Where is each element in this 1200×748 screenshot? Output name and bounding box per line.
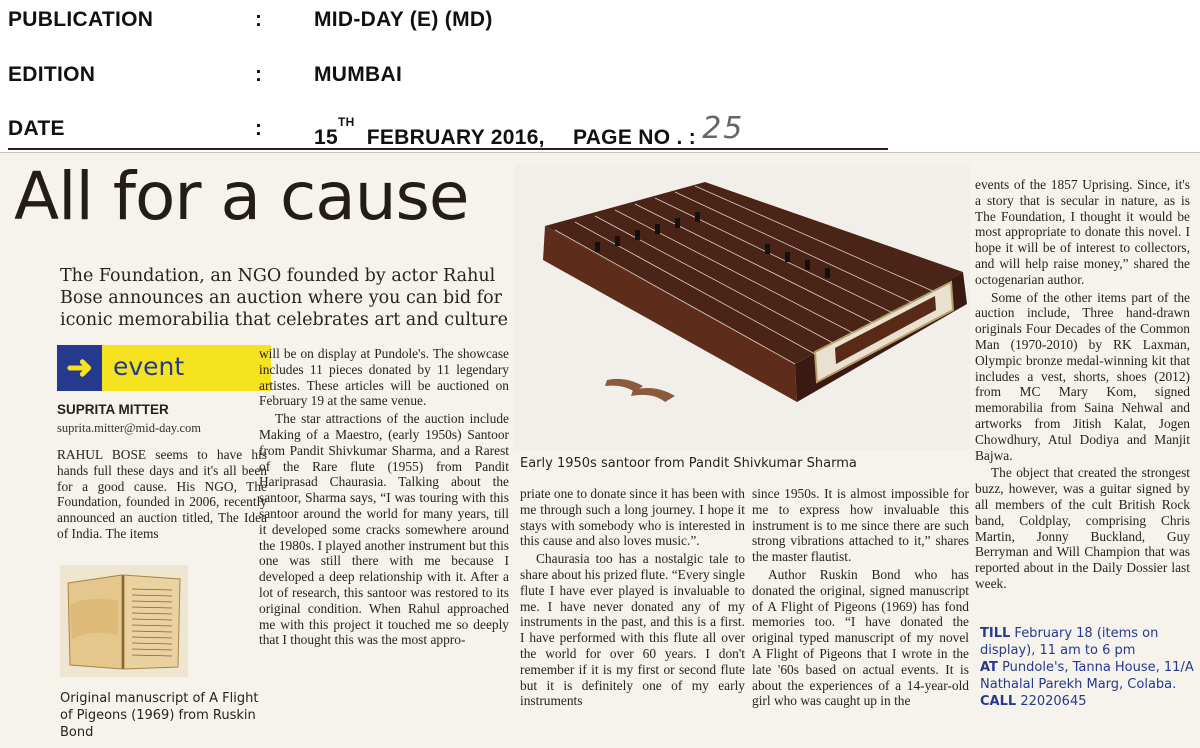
edition-colon: : — [255, 63, 263, 86]
column-5 — [975, 177, 1190, 594]
paragraph: The star attractions of the auction include Making of a Maestro, (early 1950s) Santoor from Pandit Shivkumar Sharma, and a Rarest of the Rare flute (1955) from Pandit Hariprasad Chaurasia. Talking about the santoor, Sharma says, “I was touring with this santoor around the world for many years, till it developed some cracks somewhere around the 1980s. I played another instrument but this one was still there with me because I developed a deep relationship with it. After a lot of research, this santoor was restored to its original condition. When Rahul approached me with this project it touched me so deeply that I thought this was the most appro- — [259, 411, 509, 648]
info-call-label: CALL — [980, 694, 1017, 709]
santoor-caption: Early 1950s santoor from Pandit Shivkumar Sharma — [520, 456, 857, 471]
page-number-handwritten: 25 — [702, 111, 745, 146]
deck — [60, 265, 515, 331]
info-till — [980, 625, 1195, 642]
date-suffix: TH — [337, 115, 355, 129]
deck-line: The Foundation, an NGO founded by actor Rahul — [60, 266, 496, 286]
paragraph: Chaurasia too has a nostalgic tale to share about his prized flute. “Every single flute I have ever played is invaluable to me. I have never donated any of my instruments in the past, and this is a first. I have performed with this flute all over the world for over 60 years. I don't remember if it is my first or second flute but it is definitely one of my early instruments — [520, 551, 745, 709]
paragraph: Some of the other items part of the auction include, Three hand-drawn originals Four Decades of the Common Man (1970-2010) by RK Laxman, Olympic bronze medal-winning kit that includes a vest, shorts, shoes (2012) from MC Mary Kom, signed memorabilia from Saina Nehwal and artworks from Jitish Kalat, Jogen Chowdhury, Atul Dodiya and Manjit Bajwa. — [975, 289, 1190, 463]
paragraph: since 1950s. It is almost impossible for me to express how invaluable this instrument is to me since there are such strong vibrations attached to it,” shares the master flautist. — [752, 486, 969, 565]
column-3 — [520, 486, 745, 711]
deck-line: iconic memorabilia that celebrates art and culture — [60, 310, 508, 330]
page-label: PAGE NO . : — [572, 126, 697, 149]
deck-line: Bose announces an auction where you can bid for — [60, 288, 502, 308]
date-day: 15 — [314, 126, 338, 149]
byline-email: suprita.mitter@mid-day.com — [57, 421, 202, 435]
column-4 — [752, 486, 969, 711]
column-2 — [259, 346, 509, 650]
arrow-right-icon: ➜ — [57, 345, 102, 391]
section-tag-label: event — [113, 352, 185, 381]
info-at-label: AT — [980, 660, 998, 675]
manuscript-photo — [60, 565, 188, 677]
info-till-text-2: display), 11 am to 6 pm — [980, 643, 1136, 658]
publication-label: PUBLICATION — [8, 8, 154, 31]
date-colon: : — [255, 117, 263, 140]
date-rest: FEBRUARY 2016, — [366, 126, 545, 149]
date-value — [314, 111, 745, 152]
header-divider — [8, 148, 888, 150]
section-tag — [57, 345, 271, 391]
paragraph: Author Ruskin Bond who has donated the original, signed manuscript of A Flight of Pigeons (1969) has fond memories too. “I have donated the original typed manuscript of my novel A Flight of Pigeons that I wrote in the late '60s based on actual events. It is about the experiences of a 14-year-old girl who was caught up in the — [752, 566, 969, 709]
info-at-text: Pundole's, Tanna House, 11/A — [1002, 660, 1194, 675]
paragraph: priate one to donate since it has been with me through such a long journey. I hope it stays with somebody who is interested in this cause and also loves music.”. — [520, 486, 745, 549]
info-till-text: February 18 (items on — [1014, 626, 1159, 641]
byline: SUPRITA MITTER — [57, 402, 169, 417]
headline: All for a cause — [14, 158, 469, 235]
event-info — [980, 625, 1195, 710]
manuscript-caption: Original manuscript of A Flight of Pigeons (1969) from Ruskin Bond — [60, 691, 259, 740]
info-till-label: TILL — [980, 626, 1011, 641]
publication-value: MID-DAY (E) (MD) — [314, 8, 493, 31]
paragraph: The object that created the strongest buzz, however, was a guitar signed by all members of the cult British Rock band, Coldplay, comprising Chris Martin, Jonny Buckland, Guy Berryman and Will Champion that was reported about in the Daily Dossier last week. — [975, 465, 1190, 591]
santoor-photo — [515, 164, 970, 450]
date-label: DATE — [8, 117, 65, 140]
column-1 — [57, 447, 267, 544]
info-call — [980, 693, 1195, 710]
paragraph: will be on display at Pundole's. The showcase includes 11 pieces donated by 11 legendary artistes. These articles will be auctioned on February 19 at the same venue. — [259, 346, 509, 409]
edition-label: EDITION — [8, 63, 96, 86]
edition-value: MUMBAI — [314, 63, 403, 86]
publication-colon: : — [255, 8, 263, 31]
paragraph: RAHUL BOSE seems to have his hands full these days and it's all been for a good cause. His NGO, The Foundation, founded in 2006, recently announced an auction titled, The Idea of India. The items — [57, 447, 267, 541]
info-at — [980, 659, 1195, 676]
info-at-text-2: Nathalal Parekh Marg, Colaba. — [980, 677, 1177, 692]
paragraph: events of the 1857 Uprising. Since, it's a story that is secular in nature, as is The Foundation, I thought it would be most appropriate to donate this novel. I hope it will be of interest to collectors, and will help raise money,” shared the octogenarian author. — [975, 177, 1190, 287]
info-call-text: 22020645 — [1020, 694, 1087, 709]
